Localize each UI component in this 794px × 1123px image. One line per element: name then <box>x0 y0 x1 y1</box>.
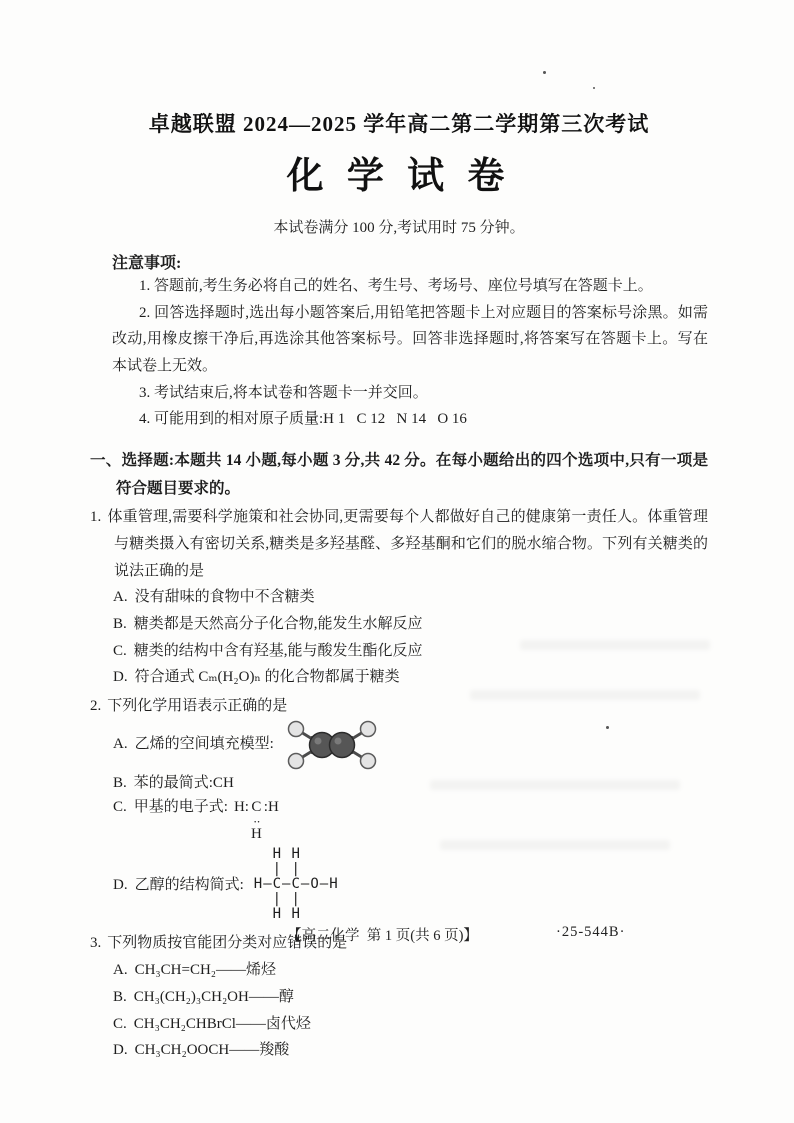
question-1-option-a <box>113 584 708 611</box>
scan-speck <box>593 87 595 89</box>
option-label: D. <box>113 669 128 686</box>
notice-item-4: 4. 可能用到的相对原子质量:H 1 C 12 N 14 O 16 <box>139 411 467 428</box>
edot-right: :H <box>263 799 279 816</box>
option-text: 糖类都是天然高分子化合物,能发生水解反应 <box>133 616 423 633</box>
option-text: 符合通式 Cₘ(H₂O)ₙ 的化合物都属于糖类 <box>134 669 400 686</box>
ethanol-structural-formula <box>254 847 339 922</box>
question-2-text: 下列化学用语表示正确的是 <box>107 698 288 715</box>
option-label: A. <box>113 962 128 979</box>
edot-bond-dots: ·· <box>253 814 260 830</box>
option-label: B. <box>113 988 127 1005</box>
option-text: CH₃CH₂CHBrCl——卤代烃 <box>133 1015 311 1032</box>
option-label: B. <box>113 774 127 791</box>
option-text: 乙醇的结构简式: <box>134 877 244 894</box>
question-2-option-c <box>113 796 708 842</box>
page-content <box>90 108 708 1064</box>
option-text: CH₃CH₂OOCH——羧酸 <box>134 1042 290 1059</box>
option-label: D. <box>113 877 128 894</box>
option-text: CH₃CH=CH₂——烯烃 <box>134 962 277 979</box>
formula-line: | | <box>253 891 301 908</box>
question-3-option-b <box>113 984 708 1011</box>
option-label: C. <box>113 799 127 816</box>
exam-info: 本试卷满分 100 分,考试用时 75 分钟。 <box>273 220 525 236</box>
option-text: 甲基的电子式: <box>133 799 228 816</box>
subject-title: 化 学 试 卷 <box>286 156 512 197</box>
notice-heading: 注意事项: <box>112 255 182 272</box>
question-3-option-c <box>113 1011 708 1038</box>
question-2-option-d <box>113 842 708 928</box>
formula-line: H—C—C—O—H <box>253 876 339 893</box>
question-2-option-a <box>113 720 708 770</box>
option-label: B. <box>113 616 127 633</box>
notice-item-2: 2. 回答选择题时,选出每小题答案后,用铅笔把答题卡上对应题目的答案标号涂黑。如需改动,用橡皮擦干净后,再选涂其他答案标号。回答非选择题时,将答案写在答题卡上。写在本试卷上无效。 <box>112 304 708 375</box>
question-1-number: 1. <box>90 509 102 526</box>
option-label: D. <box>113 1042 128 1059</box>
notice-item-1: 1. 答题前,考生务必将自己的姓名、考生号、考场号、座位号填写在答题卡上。 <box>139 278 653 294</box>
question-1-option-c <box>113 638 708 665</box>
formula-line: H H <box>253 846 301 863</box>
question-3-option-a <box>113 957 708 984</box>
question-1-option-b <box>113 611 708 638</box>
question-2-stem <box>90 693 708 720</box>
option-text: 乙烯的空间填充模型: <box>134 736 274 753</box>
methyl-electron-dot-formula <box>234 796 279 842</box>
footer-paper-code: ·25-544B· <box>556 924 626 940</box>
edot-carbon: C <box>251 799 262 816</box>
question-2-number: 2. <box>90 698 102 715</box>
option-label: C. <box>113 1015 127 1032</box>
question-1-text: 体重管理,需要科学施策和社会协同,更需要每个人都做好自己的健康第一责任人。体重管理与糖类摄入有密切关系,糖类是多羟基醛、多羟基酮和它们的脱水缩合物。下列有关糖类的说法正确的是 <box>107 509 708 579</box>
option-text: 苯的最简式:CH <box>133 774 234 791</box>
question-3-number: 3. <box>90 935 102 952</box>
edot-left: H: <box>233 799 249 816</box>
question-2-option-b <box>113 770 708 797</box>
option-label: C. <box>113 642 127 659</box>
notice-item-3: 3. 考试结束后,将本试卷和答题卡一并交回。 <box>139 384 428 401</box>
exam-title: 卓越联盟 2024—2025 学年高二第二学期第三次考试 <box>148 112 650 136</box>
option-text: 没有甜味的食物中不含糖类 <box>134 589 315 606</box>
formula-line: H H <box>253 906 301 923</box>
edot-center-column <box>251 796 262 842</box>
edot-hydrogen: H <box>250 826 262 843</box>
question-3-option-d <box>113 1037 708 1064</box>
option-label: A. <box>113 736 128 753</box>
section-heading: 一、选择题:本题共 14 小题,每小题 3 分,共 42 分。在每小题给出的四个选项中,只有一项是符合题目要求的。 <box>90 452 708 497</box>
option-label: A. <box>113 589 128 606</box>
option-text: 糖类的结构中含有羟基,能与酸发生酯化反应 <box>133 642 423 659</box>
formula-line: | | <box>253 861 301 878</box>
question-1-stem <box>90 504 708 584</box>
ethylene-space-filling-model-image <box>280 720 384 770</box>
scan-speck <box>543 71 546 74</box>
footer-page-info: 【高二化学 第 1 页(共 6 页)】 <box>287 928 478 944</box>
question-1-option-d <box>113 664 708 691</box>
question-3-text: 下列物质按官能团分类对应错误的是 <box>107 935 348 952</box>
option-text: CH₃(CH₂)₃CH₂OH——醇 <box>133 988 294 1005</box>
